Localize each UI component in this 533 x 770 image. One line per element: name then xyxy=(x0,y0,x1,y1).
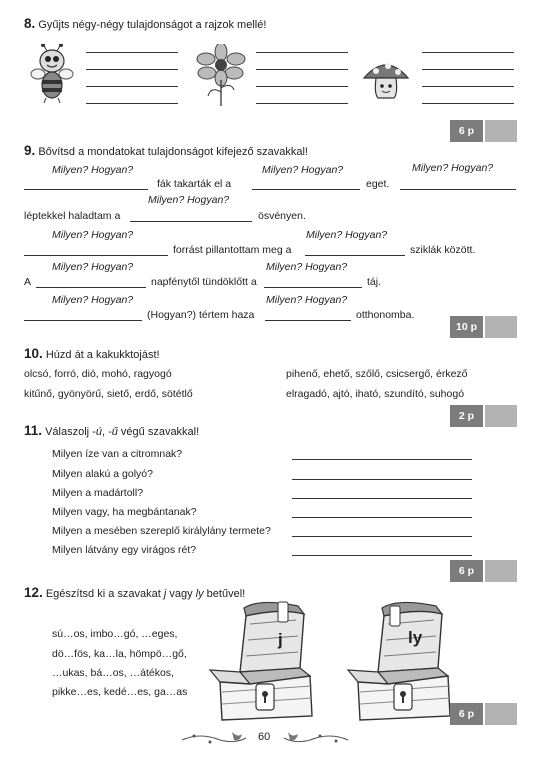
answer-line[interactable] xyxy=(36,287,146,288)
word-list[interactable]: pihenő, ehető, szőlő, csicsergő, érkező xyxy=(286,368,468,380)
answer-line[interactable] xyxy=(252,189,360,190)
task-11-title: 11. Válaszolj -ú, -ű végű szavakkal! xyxy=(24,423,200,438)
word-list: …ukas, bá…os, …átékos, xyxy=(52,667,174,679)
task-11-score: 6 p xyxy=(450,560,517,582)
answer-line[interactable] xyxy=(265,320,351,321)
answer-line[interactable] xyxy=(422,52,514,53)
bee-drawing xyxy=(30,44,74,104)
task-9-title: 9. Bővítsd a mondatokat tulajdonságot kifejező szavakkal! xyxy=(24,143,308,158)
answer-line[interactable] xyxy=(264,287,362,288)
task-12-score: 6 p xyxy=(450,703,517,725)
word-list: sú…os, imbo…gó, …eges, xyxy=(52,628,178,640)
answer-line[interactable] xyxy=(422,69,514,70)
hint-label: Milyen? Hogyan? xyxy=(52,294,134,306)
answer-line[interactable] xyxy=(422,103,514,104)
task-10-title: 10. Húzd át a kakukktojást! xyxy=(24,346,160,361)
hint-label: Milyen? Hogyan? xyxy=(52,164,134,176)
answer-line[interactable] xyxy=(24,255,168,256)
question-text: Milyen vagy, ha megbántanak? xyxy=(52,506,197,518)
hint-label: Milyen? Hogyan? xyxy=(306,229,388,241)
hint-label: Milyen? Hogyan? xyxy=(266,294,348,306)
answer-line[interactable] xyxy=(256,52,348,53)
sentence-text: ösvényen. xyxy=(258,210,306,222)
chest-letter-j: j xyxy=(278,630,283,649)
word-list: pikke…es, kedé…es, ga…as xyxy=(52,686,188,698)
task-8-score: 6 p xyxy=(450,120,517,142)
answer-line[interactable] xyxy=(422,86,514,87)
question-text: Milyen alakú a golyó? xyxy=(52,468,153,480)
task-8-title: 8. Gyűjts négy-négy tulajdonságot a rajzok mellé! xyxy=(24,16,267,31)
answer-line[interactable] xyxy=(292,479,472,480)
hint-label: Milyen? Hogyan? xyxy=(52,261,134,273)
answer-line[interactable] xyxy=(256,86,348,87)
task-10-score: 2 p xyxy=(450,405,517,427)
sentence-text: (Hogyan?) tértem haza xyxy=(147,309,255,321)
word-list[interactable]: olcsó, forró, dió, mohó, ragyogó xyxy=(24,368,172,380)
sentence-text: otthonomba. xyxy=(356,309,415,321)
sentence-text: A xyxy=(24,276,32,288)
ornament-left-icon xyxy=(180,728,250,748)
answer-line[interactable] xyxy=(305,255,405,256)
answer-line[interactable] xyxy=(130,221,252,222)
hint-label: Milyen? Hogyan? xyxy=(148,194,230,206)
answer-line[interactable] xyxy=(292,498,472,499)
sentence-text: fák takarták el a xyxy=(157,178,232,190)
task-12-title: 12. Egészítsd ki a szavakat j vagy ly betűvel! xyxy=(24,585,246,600)
flower-drawing xyxy=(196,44,246,106)
answer-line[interactable] xyxy=(24,320,142,321)
treasure-chest-ly[interactable] xyxy=(338,600,462,724)
treasure-chest-j[interactable] xyxy=(200,600,324,724)
ornament-right-icon xyxy=(280,728,350,748)
score-box[interactable] xyxy=(483,405,517,427)
mushroom-drawing xyxy=(362,58,410,100)
answer-line[interactable] xyxy=(86,52,178,53)
question-text: Milyen a mesében szereplő királylány termete? xyxy=(52,525,271,537)
answer-line[interactable] xyxy=(86,69,178,70)
hint-label: Milyen? Hogyan? xyxy=(266,261,348,273)
score-box[interactable] xyxy=(483,560,517,582)
sentence-text: léptekkel haladtam a xyxy=(24,210,121,222)
word-list[interactable]: elragadó, ajtó, iható, szundító, suhogó xyxy=(286,388,465,400)
score-box[interactable] xyxy=(483,703,517,725)
answer-line[interactable] xyxy=(292,459,472,460)
answer-line[interactable] xyxy=(256,103,348,104)
question-text: Milyen íze van a citromnak? xyxy=(52,448,183,460)
answer-line[interactable] xyxy=(400,189,516,190)
answer-line[interactable] xyxy=(86,103,178,104)
answer-line[interactable] xyxy=(86,86,178,87)
score-box[interactable] xyxy=(483,120,517,142)
task-9-score: 10 p xyxy=(450,316,517,338)
answer-line[interactable] xyxy=(292,555,472,556)
chest-letter-ly: ly xyxy=(408,628,423,647)
answer-line[interactable] xyxy=(292,536,472,537)
hint-label: Milyen? Hogyan? xyxy=(52,229,134,241)
hint-label: Milyen? Hogyan? xyxy=(262,164,344,176)
word-list: dö…fös, ka…la, hömpö…gő, xyxy=(52,648,187,660)
score-box[interactable] xyxy=(483,316,517,338)
sentence-text: sziklák között. xyxy=(410,244,476,256)
answer-line[interactable] xyxy=(256,69,348,70)
sentence-text: táj. xyxy=(367,276,382,288)
answer-line[interactable] xyxy=(24,189,148,190)
sentence-text: forrást pillantottam meg a xyxy=(173,244,292,256)
word-list[interactable]: kitűnő, gyönyörű, siető, erdő, sötétlő xyxy=(24,388,193,400)
page-number: 60 xyxy=(258,731,271,743)
sentence-text: eget. xyxy=(366,178,390,190)
answer-line[interactable] xyxy=(292,517,472,518)
question-text: Milyen a madártoll? xyxy=(52,487,144,499)
sentence-text: napfénytől tündöklőtt a xyxy=(151,276,257,288)
hint-label: Milyen? Hogyan? xyxy=(412,162,494,174)
question-text: Milyen látvány egy virágos rét? xyxy=(52,544,197,556)
